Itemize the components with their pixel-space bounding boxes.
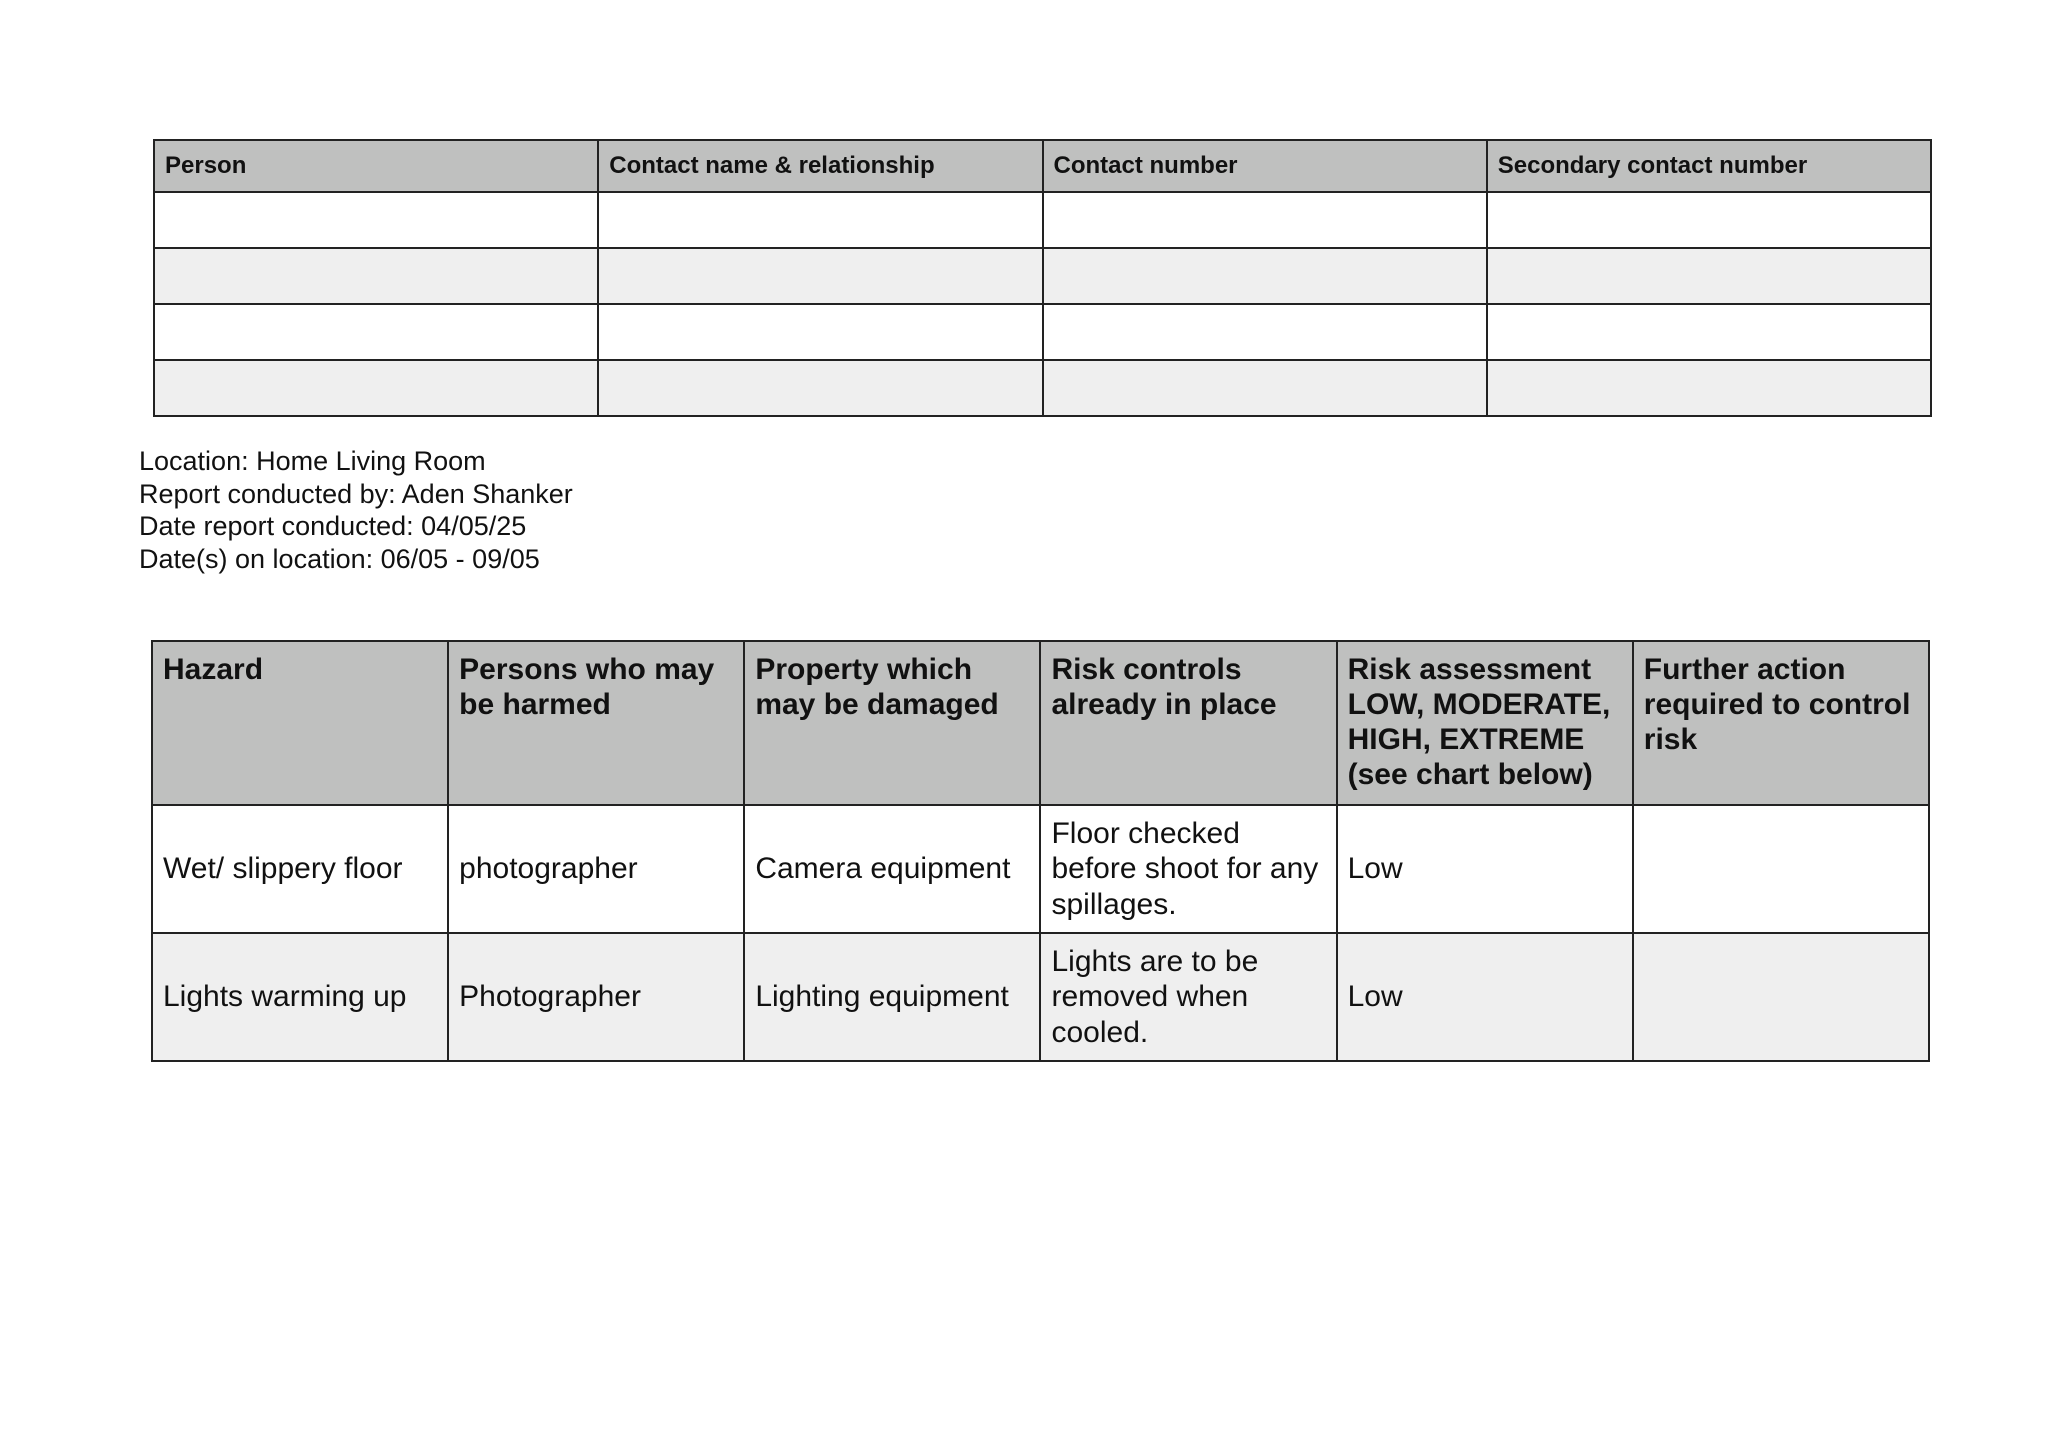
header-risk-controls: Risk controls already in place (1040, 641, 1336, 805)
report-dates-on-location: Date(s) on location: 06/05 - 09/05 (139, 543, 540, 574)
table-cell (1043, 248, 1487, 304)
table-cell (1487, 192, 1931, 248)
table-row (152, 933, 1929, 1061)
table-cell (1487, 360, 1931, 416)
header-contact-number: Contact number (1043, 140, 1487, 192)
persons-cell: Photographer (448, 933, 744, 1061)
table-cell (598, 192, 1042, 248)
table-row (154, 304, 1931, 360)
table-cell (154, 304, 598, 360)
controls-cell: Lights are to be removed when cooled. (1040, 933, 1336, 1061)
table-cell (598, 360, 1042, 416)
table-row (152, 805, 1929, 933)
property-cell: Camera equipment (744, 805, 1040, 933)
table-cell (154, 192, 598, 248)
table-row (154, 360, 1931, 416)
hazard-header-row (152, 641, 1929, 805)
table-cell (1487, 304, 1931, 360)
table-cell (598, 304, 1042, 360)
contacts-header-row (154, 140, 1931, 192)
header-contact-name-relationship: Contact name & relationship (598, 140, 1042, 192)
header-persons-harmed: Persons who may be harmed (448, 641, 744, 805)
table-cell (154, 360, 598, 416)
header-property-damaged: Property which may be damaged (744, 641, 1040, 805)
header-further-action: Further action required to control risk (1633, 641, 1929, 805)
hazard-cell: Lights warming up (152, 933, 448, 1061)
table-cell (1487, 248, 1931, 304)
emergency-contacts-table (153, 139, 1932, 417)
report-date-conducted: Date report conducted: 04/05/25 (139, 511, 527, 541)
further-action-cell (1633, 805, 1929, 933)
table-row (154, 192, 1931, 248)
header-secondary-contact-number: Secondary contact number (1487, 140, 1931, 192)
table-cell (598, 248, 1042, 304)
report-location: Location: Home Living Room (139, 446, 486, 476)
controls-cell: Floor checked before shoot for any spillages. (1040, 805, 1336, 933)
table-cell (154, 248, 598, 304)
header-risk-assessment: Risk assessment LOW, MODERATE, HIGH, EXTREME (see chart below) (1337, 641, 1633, 805)
report-conducted-by: Report conducted by: Aden Shanker (139, 478, 573, 509)
persons-cell: photographer (448, 805, 744, 933)
table-cell (1043, 304, 1487, 360)
hazard-cell: Wet/ slippery floor (152, 805, 448, 933)
header-hazard: Hazard (152, 641, 448, 805)
property-cell: Lighting equipment (744, 933, 1040, 1061)
header-person: Person (154, 140, 598, 192)
risk-level-cell: Low (1337, 805, 1633, 933)
report-details (139, 445, 573, 575)
risk-level-cell: Low (1337, 933, 1633, 1061)
table-row (154, 248, 1931, 304)
table-cell (1043, 192, 1487, 248)
hazard-assessment-table (151, 640, 1930, 1062)
further-action-cell (1633, 933, 1929, 1061)
table-cell (1043, 360, 1487, 416)
